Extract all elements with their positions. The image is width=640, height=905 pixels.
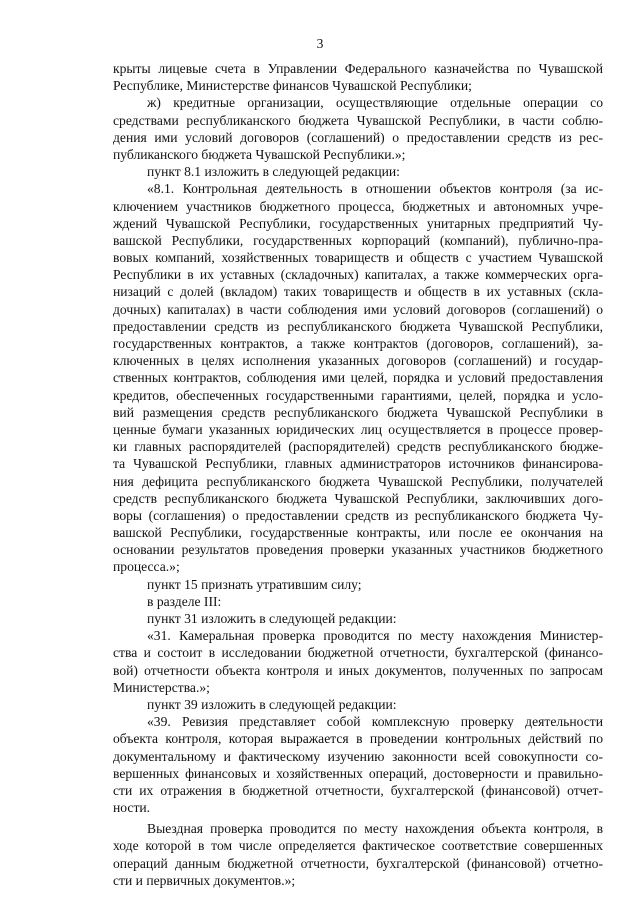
text-line: государственных контрактов, а также контрактов (договоров, соглашений), за- — [113, 336, 603, 351]
text-line: вой) отчетности объекта контроля и иных документов, полученных по запросам — [113, 662, 603, 678]
text-line: ключением участников бюджетного процесса, бюджетных и автономных учре- — [113, 198, 603, 214]
text-line: дения ими условий договоров (соглашений) о предоставлении средств из рес- — [113, 129, 603, 145]
text-line: ж) кредитные организации, осуществляющие отдельные операции со — [147, 95, 603, 111]
text-line: сти их отражения в бюджетной отчетности, бухгалтерской (финансовой) отчет- — [113, 782, 603, 798]
text-line: ключенных в целях исполнения указанных договоров (соглашений) и государ- — [113, 353, 603, 369]
text-line: кредитов, обеспеченных государственными гарантиями, целей, порядка и усло- — [113, 387, 603, 403]
text-line: в разделе III: — [147, 593, 222, 609]
text-line: ства и состоит в исследовании бюджетной отчетности, бухгалтерской (финансо- — [113, 645, 603, 661]
text-line: та Чувашской Республики, главных администраторов источников финансирова- — [113, 456, 603, 472]
text-line: дочных) капиталах) в части соблюдения ими условий договоров (соглашений) о — [113, 301, 603, 317]
text-line: вашской Республики, государственных корпораций (компаний), публично-пра- — [113, 232, 603, 248]
text-line: крыты лицевые счета в Управлении Федерального казначейства по Чувашской — [113, 61, 603, 76]
text-line: Республике, Министерстве финансов Чувашской Республики; — [113, 78, 472, 94]
text-line: пункт 39 изложить в следующей редакции: — [147, 696, 397, 712]
text-line: пункт 31 изложить в следующей редакции: — [147, 611, 397, 626]
text-line: ждений Чувашской Республики, государственных унитарных предприятий Чу- — [113, 215, 603, 231]
text-line: Республики в их уставных (складочных) капиталах, а также коммерческих орга- — [113, 267, 603, 283]
text-line: средств республиканского бюджета Чувашской Республики, заключивших дого- — [113, 490, 603, 506]
text-line: ности. — [113, 800, 151, 816]
text-line: воры (соглашения) о предоставлении средств из республиканского бюджета Чу- — [113, 507, 603, 523]
page-number: 3 — [316, 36, 324, 51]
text-line: документальному и фактическому изучению законности всей совокупности со- — [113, 748, 603, 764]
text-line: ки главных распорядителей (распорядителей) средств республиканского бюдже- — [113, 439, 603, 455]
text-line: объекта контроля, которая выражается в проведении контрольных действий по — [113, 731, 603, 747]
text-line: «31. Камеральная проверка проводится по месту нахождения Министер- — [147, 628, 603, 644]
text-line: операций данным бюджетной отчетности, бухгалтерской (финансовой) отчетно- — [113, 855, 603, 871]
text-line: «39. Ревизия представляет собой комплексную проверку деятельности — [147, 714, 603, 730]
text-line: пункт 15 признать утратившим силу; — [147, 576, 362, 592]
text-line: Выездная проверка проводится по месту нахождения объекта контроля, в — [147, 821, 603, 837]
text-line: ходе которой в том числе определяется фактическое соответствие совершенных — [113, 838, 603, 854]
text-line: сти и первичных документов.»; — [113, 872, 296, 888]
text-line: вершенных финансовых и хозяйственных операций, достоверности и правильно- — [113, 765, 603, 781]
text-line: пункт 8.1 изложить в следующей редакции: — [147, 164, 400, 180]
text-line: ния дефицита республиканского бюджета Чувашской Республики, получателей — [113, 473, 603, 489]
text-line: вий размещения средств республиканского бюджета Чувашской Республики в — [113, 404, 603, 420]
text-line: основании результатов проведения проверки указанных участников бюджетного — [113, 542, 603, 558]
text-line: Министерства.»; — [113, 679, 210, 695]
text-line: низаций с долей (вкладом) таких товариществ и обществ в их уставных (скла- — [113, 284, 603, 300]
text-line: публиканского бюджета Чувашской Республики.»; — [113, 146, 406, 162]
text-line: вовых компаний, хозяйственных товариществ и обществ с участием Чувашской — [113, 250, 603, 266]
text-line: «8.1. Контрольная деятельность в отношении объектов контроля (за ис- — [147, 181, 603, 197]
text-line: предоставлении средств из республиканского бюджета Чувашской Республики, — [113, 318, 603, 334]
text-line: ценные бумаги указанных юридических лиц осуществляется в процессе провер- — [113, 421, 603, 437]
text-line: вашской Республики, государственные контракты, или после ее окончания на — [113, 525, 603, 541]
text-line: процесса.»; — [113, 559, 180, 575]
text-line: средствами республиканского бюджета Чувашской Республики, в части соблю- — [113, 112, 603, 128]
document-body — [113, 60, 603, 889]
text-line: ственных контрактов, соблюдения ими целей, порядка и условий предоставления — [113, 370, 603, 386]
